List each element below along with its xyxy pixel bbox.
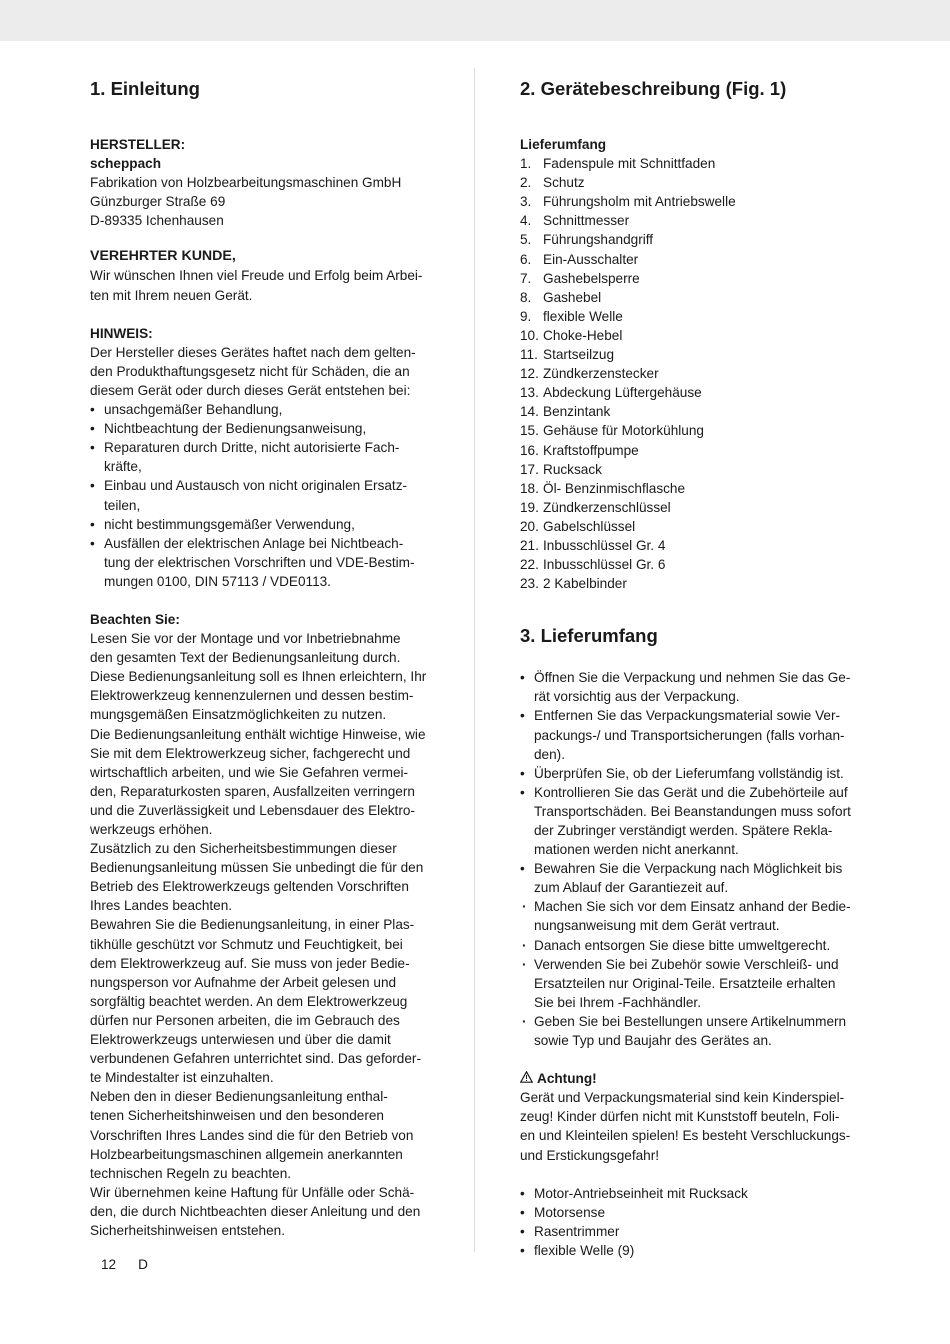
text-line: Neben den in dieser Bedienungsanleitung enthal- (90, 1089, 388, 1105)
list-item: • nicht bestimmungsgemäßer Verwendung, (90, 515, 440, 534)
part-name: Benzintank (543, 404, 611, 420)
section-1-heading: 1. Einleitung (90, 78, 200, 99)
part-name: Führungsholm mit Antriebswelle (543, 194, 736, 210)
part-number: 11. (520, 347, 538, 363)
parts-list-item (520, 383, 866, 402)
right-column (520, 76, 866, 1260)
text-line: den Produkthaftungsgesetz nicht für Schäden, die an (90, 363, 410, 379)
left-column (90, 76, 440, 1240)
text-line: Elektrowerkzeugs unterwiesen und über die damit (90, 1032, 391, 1048)
text-line: • Überprüfen Sie, ob der Lieferumfang vollständig ist. (534, 765, 844, 781)
text-line: · Danach entsorgen Sie diese bitte umweltgerecht. (534, 937, 831, 953)
list-item (520, 764, 866, 783)
list-item (520, 1012, 866, 1050)
step-list (520, 955, 866, 1012)
text-line: te Mindestalter ist einzuhalten. (90, 1070, 274, 1086)
page-footer (101, 1257, 170, 1272)
part-number: 15. (520, 423, 539, 439)
part-name: Rucksack (543, 461, 602, 477)
parts-list-item (520, 326, 866, 345)
scope-label: Lieferumfang (520, 137, 607, 152)
part-number: 4. (520, 213, 532, 229)
text-line: Die Bedienungsanleitung enthält wichtige Hinweise, wie (90, 726, 426, 742)
parts-list-item (520, 192, 866, 211)
text-line: Holzbearbeitungsmaschinen allgemein anerkannten (90, 1146, 403, 1162)
address-block (90, 173, 440, 230)
text-line: zum Ablauf der Garantiezeit auf. (534, 880, 729, 896)
text-line: Betrieb des Elektrowerkzeugs geltenden Vorschriften (90, 879, 409, 895)
part-number: 23. (520, 576, 539, 592)
list-item: • Motor-Antriebseinheit mit Rucksack (520, 1184, 866, 1203)
list-item (520, 955, 866, 1012)
text-line: · Geben Sie bei Bestellungen unsere Artikelnummern (534, 1013, 847, 1029)
section-2-heading: 2. Gerätebeschreibung (Fig. 1) (520, 78, 787, 99)
parts-list-item (520, 288, 866, 307)
text-line: zeug! Kinder dürfen nicht mit Kunststoff beuteln, Foli- (520, 1109, 840, 1125)
text-line: Zusätzlich zu den Sicherheitsbestimmungen dieser (90, 841, 397, 857)
parts-list-item (520, 230, 866, 249)
part-name: Schutz (543, 175, 585, 191)
part-number: 3. (520, 194, 532, 210)
list-item (520, 783, 866, 859)
text-line: · Machen Sie sich vor dem Einsatz anhand der Bedie- (534, 899, 851, 915)
address-line: D-89335 Ichenhausen (90, 213, 224, 229)
step-list (520, 668, 866, 706)
text-line: • Kontrollieren Sie das Gerät und die Zubehörteile auf (534, 784, 848, 800)
list-item: • Motorsense (520, 1203, 866, 1222)
parts-list-item (520, 479, 866, 498)
step-list (520, 936, 866, 955)
part-name: Schnittmesser (543, 213, 630, 229)
part-name: Choke-Hebel (543, 327, 623, 343)
part-name: Gehäuse für Motorkühlung (543, 423, 704, 439)
text-line: technischen Regeln zu beachten. (90, 1165, 292, 1181)
list-item: • unsachgemäßer Behandlung, (90, 400, 440, 419)
text-line: Sie mit dem Elektrowerkzeug sicher, fachgerecht und (90, 745, 411, 761)
text-line: ten mit Ihrem neuen Gerät. (90, 287, 253, 303)
hint-label: HINWEIS: (90, 325, 153, 341)
text-line: Bedienungsanleitung müssen Sie unbedingt die für den (90, 860, 424, 876)
text-line: nungsanweisung mit dem Gerät vertraut. (534, 918, 780, 934)
text-line: dem Elektrowerkzeug auf. Sie muss von jeder Bedie- (90, 955, 410, 971)
parts-list-item (520, 460, 866, 479)
hint-text (90, 343, 440, 400)
part-number: 21. (520, 537, 539, 553)
parts-list-item (520, 269, 866, 288)
text-line: wirtschaftlich arbeiten, und wie Sie Gefahren vermei- (90, 764, 409, 780)
part-name: Fadenspule mit Schnittfaden (543, 156, 716, 172)
parts-list-item (520, 307, 866, 326)
part-number: 2. (520, 175, 532, 191)
part-name: Ein-Ausschalter (543, 251, 639, 267)
list-item (520, 706, 866, 763)
text-line: rät vorsichtig aus der Verpackung. (534, 689, 740, 705)
part-number: 22. (520, 557, 539, 573)
part-name: Gabelschlüssel (543, 518, 636, 534)
part-number: 16. (520, 442, 539, 458)
part-number: 18. (520, 480, 539, 496)
list-item (520, 859, 866, 897)
note-text (90, 629, 440, 1240)
text-line: Sie bei Ihrem -Fachhändler. (534, 994, 701, 1010)
text-line: mungsgemäßen Einsatzmöglichkeiten zu nutzen. (90, 707, 387, 723)
page-number: 12 (101, 1257, 117, 1272)
text-line: Vorschriften Ihres Landes sind die für den Betrieb von (90, 1127, 414, 1143)
parts-list-item (520, 402, 866, 421)
part-number: 1. (520, 156, 532, 172)
parts-list-item (520, 536, 866, 555)
parts-list (520, 154, 866, 593)
section-3-heading: 3. Lieferumfang (520, 625, 658, 647)
column-divider (474, 68, 475, 1252)
list-item: • Nichtbeachtung der Bedienungsanweisung, (90, 419, 440, 438)
part-number: 7. (520, 270, 532, 286)
part-number: 12. (520, 366, 539, 382)
part-name: Kraftstoffpumpe (543, 442, 639, 458)
text-line: packungs-/ und Transportsicherungen (falls vorhan- (534, 727, 845, 743)
parts-list-item (520, 421, 866, 440)
part-number: 20. (520, 518, 539, 534)
part-number: 17. (520, 461, 539, 477)
part-number: 14. (520, 404, 539, 420)
text-line: Der Hersteller dieses Gerätes haftet nach dem gelten- (90, 344, 416, 360)
text-line: Wir übernehmen keine Haftung für Unfälle oder Schä- (90, 1184, 415, 1200)
warning-label (520, 1069, 866, 1088)
list-item (520, 668, 866, 706)
step-list (520, 897, 866, 935)
list-item: • Einbau und Austausch von nicht originalen Ersatz- teilen, (90, 476, 440, 514)
part-name: Gashebel (543, 289, 602, 305)
part-number: 19. (520, 499, 539, 515)
list-item: • Rasentrimmer (520, 1222, 866, 1241)
text-line: diesem Gerät oder durch dieses Gerät entstehen bei: (90, 382, 411, 398)
part-name: Zündkerzenschlüssel (543, 499, 671, 515)
part-name: Führungshandgriff (543, 232, 654, 248)
text-line: • Entfernen Sie das Verpackungsmaterial sowie Ver- (534, 708, 841, 724)
part-number: 8. (520, 289, 532, 305)
part-name: Öl- Benzinmischflasche (543, 480, 686, 496)
part-name: Gashebelsperre (543, 270, 640, 286)
text-line: tenen Sicherheitshinweisen und den besonderen (90, 1108, 384, 1124)
text-line: werkzeugs erhöhen. (90, 822, 213, 837)
language-code: D (138, 1257, 148, 1272)
text-line: Diese Bedienungsanleitung soll es Ihnen erleichtern, Ihr (90, 669, 427, 685)
text-line: • Bewahren Sie die Verpackung nach Möglichkeit bis (534, 861, 843, 877)
brand-name: scheppach (90, 156, 162, 172)
text-line: Transportschäden. Bei Beanstandungen muss sofort (534, 803, 851, 819)
text-line: und Erstickungsgefahr! (520, 1147, 660, 1163)
included-list (520, 1184, 866, 1260)
step-list (520, 783, 866, 859)
list-item: • Ausfällen der elektrischen Anlage bei Nichtbeach- tung der elektrischen Vorschriften und VDE-Bestim- mungen 0100, DIN 57113 / VDE0113. (90, 534, 440, 591)
step-list (520, 859, 866, 897)
text-line: sorgfältig beachtet werden. An dem Elektrowerkzeug (90, 993, 408, 1009)
text-line: den). (534, 746, 565, 762)
step-list (520, 706, 866, 763)
step-list (520, 764, 866, 783)
parts-list-item (520, 173, 866, 192)
text-line: Wir wünschen Ihnen viel Freude und Erfolg beim Arbei- (90, 268, 423, 284)
top-bar (0, 0, 950, 41)
list-item: • Reparaturen durch Dritte, nicht autorisierte Fach- kräfte, (90, 438, 440, 476)
parts-list-item (520, 555, 866, 574)
text-line: en und Kleinteilen spielen! Es besteht Verschluckungs- (520, 1128, 851, 1144)
parts-list-item (520, 574, 866, 593)
address-line: Günzburger Straße 69 (90, 194, 226, 210)
text-line: · Verwenden Sie bei Zubehör sowie Verschleiß- und (534, 956, 839, 972)
parts-list-item (520, 364, 866, 383)
steps-list (520, 668, 866, 1050)
text-line: den gesamten Text der Bedienungsanleitung durch. (90, 650, 401, 666)
parts-list-item (520, 345, 866, 364)
parts-list-item (520, 498, 866, 517)
customer-text (90, 266, 440, 304)
text-line: den, Reparaturkosten sparen, Ausfallzeiten verringern (90, 783, 415, 799)
warning-text (520, 1088, 866, 1164)
hint-bullet-list (90, 400, 440, 591)
text-line: Gerät und Verpackungsmaterial sind kein Kinderspiel- (520, 1090, 845, 1106)
text-line: mationen werden nicht anerkannt. (534, 842, 739, 858)
parts-list-item (520, 211, 866, 230)
parts-list-item (520, 441, 866, 460)
part-name: Startseilzug (543, 347, 615, 363)
note-label: Beachten Sie: (90, 611, 180, 627)
address-line: Fabrikation von Holzbearbeitungsmaschinen GmbH (90, 175, 402, 191)
part-name: 2 Kabelbinder (543, 576, 627, 592)
part-number: 5. (520, 232, 532, 248)
manufacturer-label: HERSTELLER: (90, 137, 186, 152)
parts-list-item (520, 250, 866, 269)
text-line: Elektrowerkzeug kennenzulernen und dessen bestim- (90, 688, 414, 704)
part-number: 13. (520, 385, 539, 401)
customer-heading: VEREHRTER KUNDE, (90, 248, 236, 265)
warning-triangle-icon (520, 1069, 533, 1088)
text-line: verbundenen Gefahren unterrichtet sind. Das geforder- (90, 1051, 421, 1067)
text-line: dürfen nur Personen arbeiten, die im Gebrauch des (90, 1012, 400, 1028)
list-item: • flexible Welle (9) (520, 1241, 866, 1260)
text-line: nungsperson vor Aufnahme der Arbeit gelesen und (90, 974, 397, 990)
text-line: Ihres Landes beachten. (90, 898, 233, 914)
parts-list-item (520, 154, 866, 173)
step-list (520, 1012, 866, 1050)
part-name: Inbusschlüssel Gr. 4 (543, 537, 666, 553)
text-line: tikhülle geschützt vor Schmutz und Feuchtigkeit, bei (90, 936, 403, 952)
text-line: Ersatzteilen nur Original-Teile. Ersatzteile erhalten (534, 975, 836, 991)
parts-list-item (520, 517, 866, 536)
text-line: den, die durch Nichtbeachten dieser Anleitung und den (90, 1203, 421, 1219)
text-line: der Zubringer verständigt werden. Spätere Rekla- (534, 823, 833, 838)
part-name: Abdeckung Lüftergehäuse (543, 385, 702, 401)
list-item (520, 936, 866, 955)
text-line: sowie Typ und Baujahr des Gerätes an. (534, 1033, 772, 1049)
text-line: • Öffnen Sie die Verpackung und nehmen Sie das Ge- (534, 670, 851, 686)
text-line: Lesen Sie vor der Montage und vor Inbetriebnahme (90, 631, 401, 647)
part-number: 6. (520, 251, 532, 267)
part-name: Zündkerzenstecker (543, 366, 659, 382)
text-line: und die Zuverlässigkeit und Lebensdauer des Elektro- (90, 802, 415, 818)
list-item (520, 897, 866, 935)
warning-label-text: Achtung! (537, 1071, 597, 1087)
text-line: Sicherheitshinweisen entstehen. (90, 1222, 285, 1238)
part-number: 9. (520, 308, 532, 324)
text-line: Bewahren Sie die Bedienungsanleitung, in einer Plas- (90, 917, 415, 933)
part-name: flexible Welle (543, 308, 623, 324)
part-number: 10. (520, 327, 539, 343)
part-name: Inbusschlüssel Gr. 6 (543, 557, 666, 573)
